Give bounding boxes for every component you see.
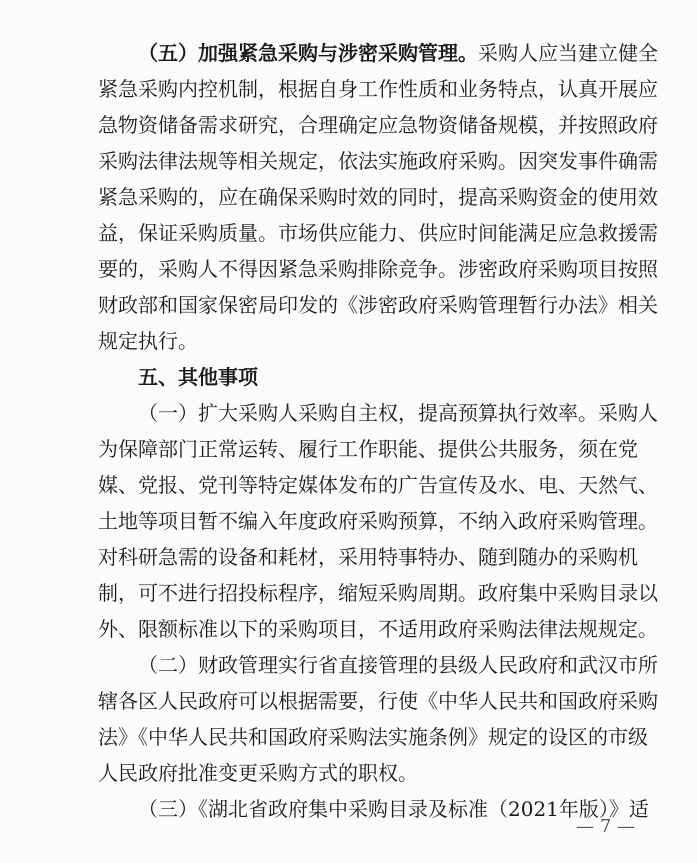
paragraph-line: 外、限额标准以下的采购项目，不适用政府采购法律法规规定。 bbox=[98, 617, 658, 641]
paragraph-line: 规定执行。 bbox=[98, 329, 198, 353]
paragraph-line: 为保障部门正常运转、履行工作职能、提供公共服务，须在党 bbox=[98, 437, 638, 461]
paragraph-line: 急物资储备需求研究，合理确定应急物资储备规模，并按照政府 bbox=[98, 113, 658, 137]
paragraph-line: （三）《湖北省政府集中采购目录及标准（2021年版）》适 bbox=[138, 797, 649, 821]
paragraph-line: 紧急采购的，应在确保采购时效的同时，提高采购资金的使用效 bbox=[98, 185, 658, 209]
paragraph-line: 法》《中华人民共和国政府采购法实施条例》规定的设区的市级 bbox=[98, 725, 648, 749]
section-lead: （五）加强紧急采购与涉密采购管理。 bbox=[138, 41, 478, 65]
paragraph-line: 媒、党报、党刊等特定媒体发布的广告宣传及水、电、天然气、 bbox=[98, 473, 658, 497]
paragraph-line: 对科研急需的设备和耗材，采用特事特办、随到随办的采购机 bbox=[98, 545, 638, 569]
section-heading: 五、其他事项 bbox=[138, 365, 258, 389]
paragraph-line: 人民政府批准变更采购方式的职权。 bbox=[98, 761, 418, 785]
paragraph-line: 采购法律法规等相关规定，依法实施政府采购。因突发事件确需 bbox=[98, 149, 658, 173]
paragraph-line: 制，可不进行招投标程序，缩短采购周期。政府集中采购目录以 bbox=[98, 581, 658, 605]
page-number: — 7 — bbox=[576, 816, 635, 837]
paragraph-line: 财政部和国家保密局印发的《涉密政府采购管理暂行办法》相关 bbox=[98, 293, 658, 317]
paragraph-line bbox=[138, 35, 658, 71]
paragraph-line: （二）财政管理实行省直接管理的县级人民政府和武汉市所 bbox=[138, 653, 658, 677]
paragraph-line: 要的，采购人不得因紧急采购排除竞争。涉密政府采购项目按照 bbox=[98, 257, 658, 281]
text-span: 采购人应当建立健全 bbox=[478, 41, 658, 65]
paragraph-line: 辖各区人民政府可以根据需要，行使《中华人民共和国政府采购 bbox=[98, 689, 658, 713]
paragraph-line: 益，保证采购质量。市场供应能力、供应时间能满足应急救援需 bbox=[98, 221, 658, 245]
paragraph-line: 紧急采购内控机制，根据自身工作性质和业务特点，认真开展应 bbox=[98, 77, 658, 101]
paragraph-line: （一）扩大采购人采购自主权，提高预算执行效率。采购人 bbox=[138, 401, 658, 425]
paragraph-line: 土地等项目暂不编入年度政府采购预算，不纳入政府采购管理。 bbox=[98, 509, 658, 533]
